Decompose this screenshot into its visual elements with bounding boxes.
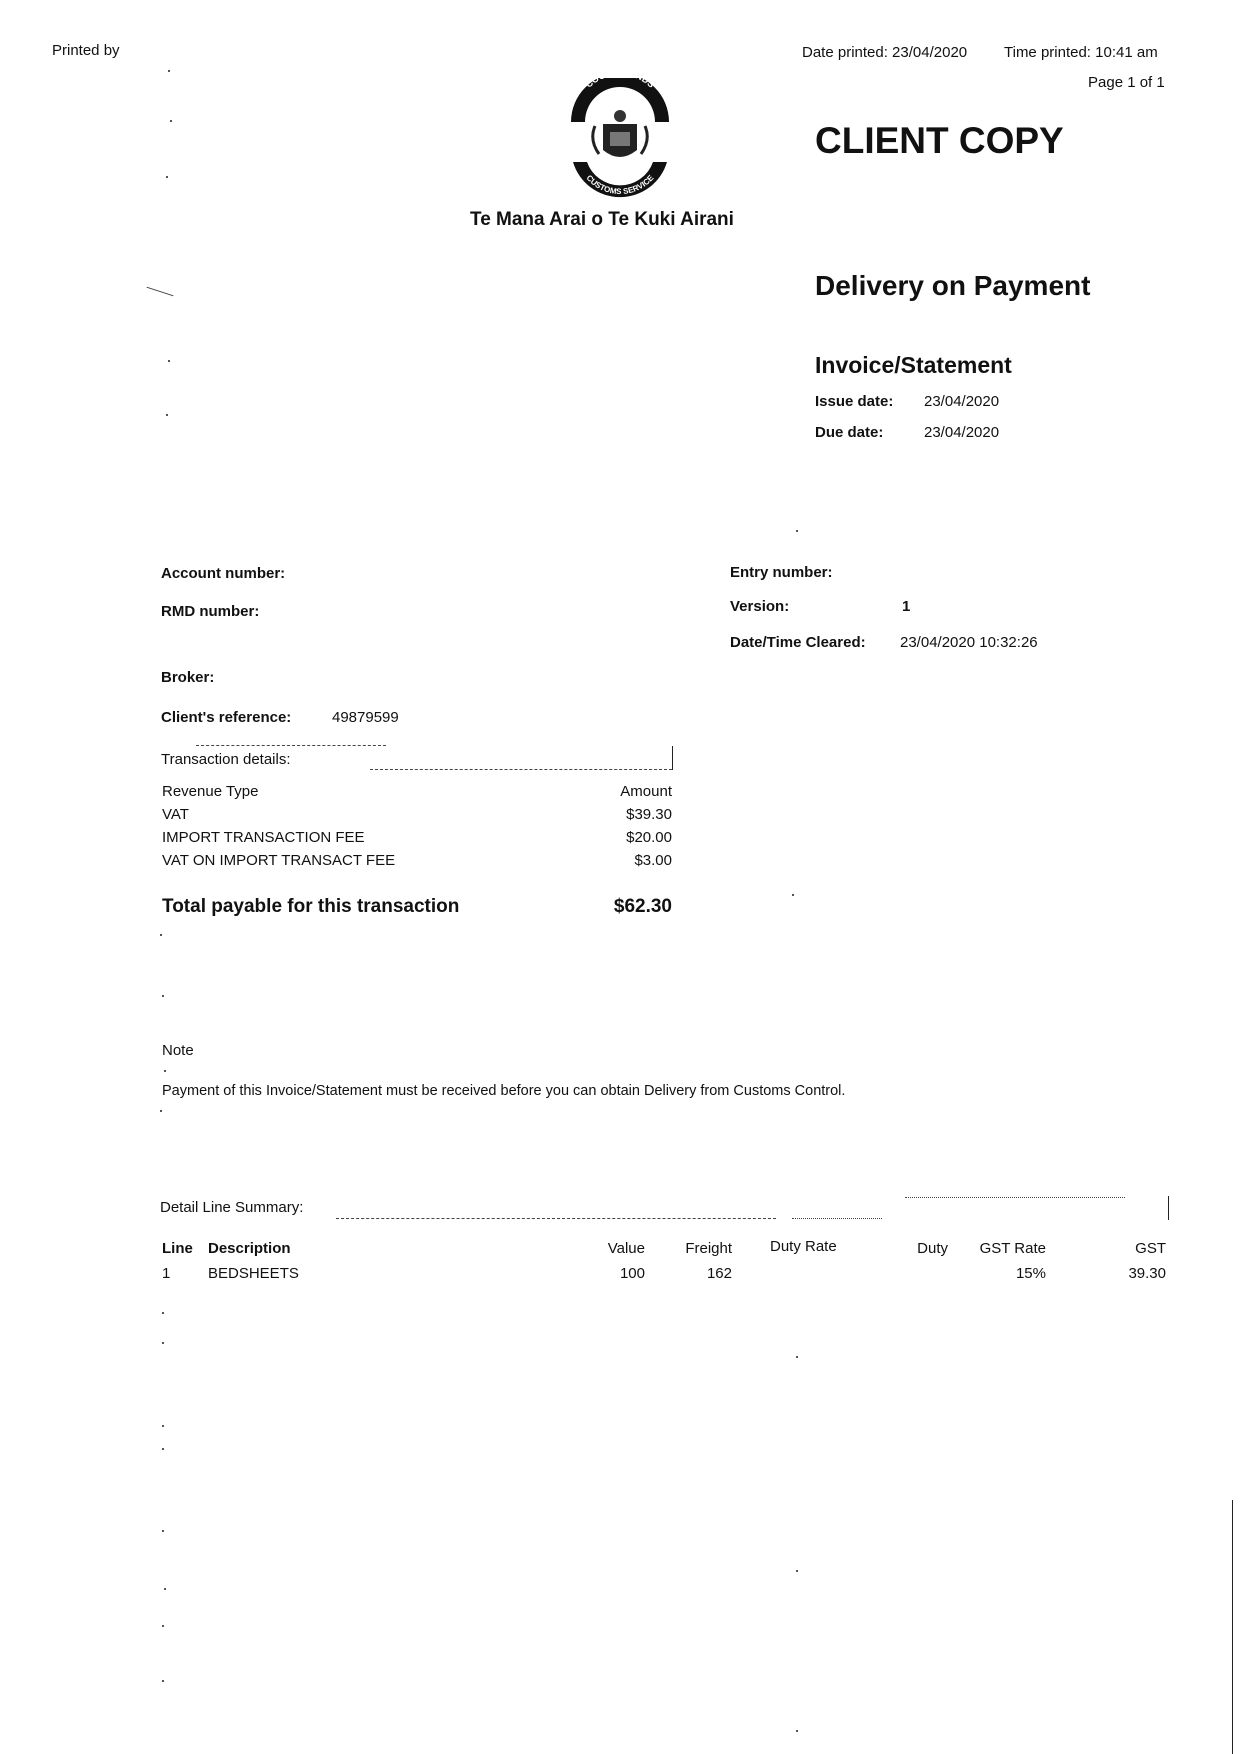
- col-amount: Amount: [620, 783, 672, 800]
- amount-cell: $20.00: [626, 829, 672, 846]
- amount-cell: $3.00: [634, 852, 672, 869]
- coat-of-arms-icon: [565, 78, 675, 198]
- col-line: Line: [162, 1240, 193, 1257]
- transaction-top-rule: [196, 745, 386, 746]
- gst-cell: 39.30: [1128, 1265, 1166, 1282]
- amount-cell: $39.30: [626, 806, 672, 823]
- transaction-heading: Transaction details:: [161, 751, 291, 768]
- rmd-number-label: RMD number:: [161, 603, 260, 620]
- svg-text:CUSTOMS SERVICE: CUSTOMS SERVICE: [584, 173, 656, 197]
- value-cell: 100: [619, 1265, 645, 1282]
- note-text: Payment of this Invoice/Statement must be received before you can obtain Delivery from Customs Control.: [162, 1083, 846, 1099]
- freight-cell: 162: [706, 1265, 732, 1282]
- doc-type: Invoice/Statement: [815, 352, 1012, 378]
- page-number: Page 1 of 1: [1088, 74, 1165, 91]
- col-description: Description: [208, 1240, 291, 1257]
- detail-heading-rule: [336, 1218, 776, 1219]
- issue-date: 23/04/2020: [924, 393, 1000, 410]
- date-printed: Date printed: 23/04/2020: [802, 44, 968, 61]
- detail-heading-rule-2: [792, 1218, 882, 1219]
- customs-logo: [565, 78, 675, 198]
- revenue-type-cell: IMPORT TRANSACTION FEE: [162, 829, 365, 846]
- scan-stroke: [147, 287, 174, 297]
- client-reference-label: Client's reference:: [161, 709, 292, 726]
- entry-number-label: Entry number:: [730, 564, 833, 581]
- issue-date-label: Issue date:: [815, 393, 894, 410]
- scan-edge-line: [1232, 1500, 1233, 1754]
- version-value: 1: [902, 598, 911, 615]
- datetime-cleared-label: Date/Time Cleared:: [730, 634, 866, 651]
- total-label: Total payable for this transaction: [162, 896, 460, 917]
- note-heading: Note: [162, 1042, 194, 1059]
- delivery-title: Delivery on Payment: [815, 270, 1091, 301]
- description-cell: BEDSHEETS: [208, 1265, 299, 1282]
- datetime-cleared: 23/04/2020 10:32:26: [900, 634, 1038, 651]
- detail-heading: Detail Line Summary:: [160, 1199, 304, 1216]
- due-date-label: Due date:: [815, 424, 884, 441]
- account-number-label: Account number:: [161, 565, 286, 582]
- col-duty-rate: Duty Rate: [770, 1238, 837, 1255]
- version-label: Version:: [730, 598, 790, 615]
- transaction-box-edge: [672, 746, 673, 770]
- col-freight: Freight: [685, 1240, 732, 1257]
- line-cell: 1: [162, 1265, 171, 1282]
- client-copy-title: CLIENT COPY: [815, 120, 1064, 161]
- col-value: Value: [607, 1240, 645, 1257]
- detail-top-rule: [905, 1197, 1125, 1198]
- detail-box-edge: [1168, 1196, 1169, 1220]
- printed-by-label: Printed by: [52, 42, 120, 59]
- col-revenue-type: Revenue Type: [162, 783, 259, 800]
- due-date: 23/04/2020: [924, 424, 1000, 441]
- gst-rate-cell: 15%: [1015, 1265, 1046, 1282]
- total-amount: $62.30: [613, 896, 672, 917]
- client-reference: 49879599: [332, 709, 399, 726]
- svg-text:COOK ISLANDS: CO DS: [583, 78, 657, 90]
- col-duty: Duty: [917, 1240, 948, 1257]
- org-name: Te Mana Arai o Te Kuki Airani: [470, 209, 734, 230]
- time-printed: Time printed: 10:41 am: [1004, 44, 1158, 61]
- revenue-type-cell: VAT: [162, 806, 189, 823]
- col-gst: GST: [1135, 1240, 1166, 1257]
- col-gst-rate: GST Rate: [979, 1240, 1046, 1257]
- broker-label: Broker:: [161, 669, 215, 686]
- transaction-heading-rule: [370, 769, 672, 770]
- revenue-type-cell: VAT ON IMPORT TRANSACT FEE: [162, 852, 396, 869]
